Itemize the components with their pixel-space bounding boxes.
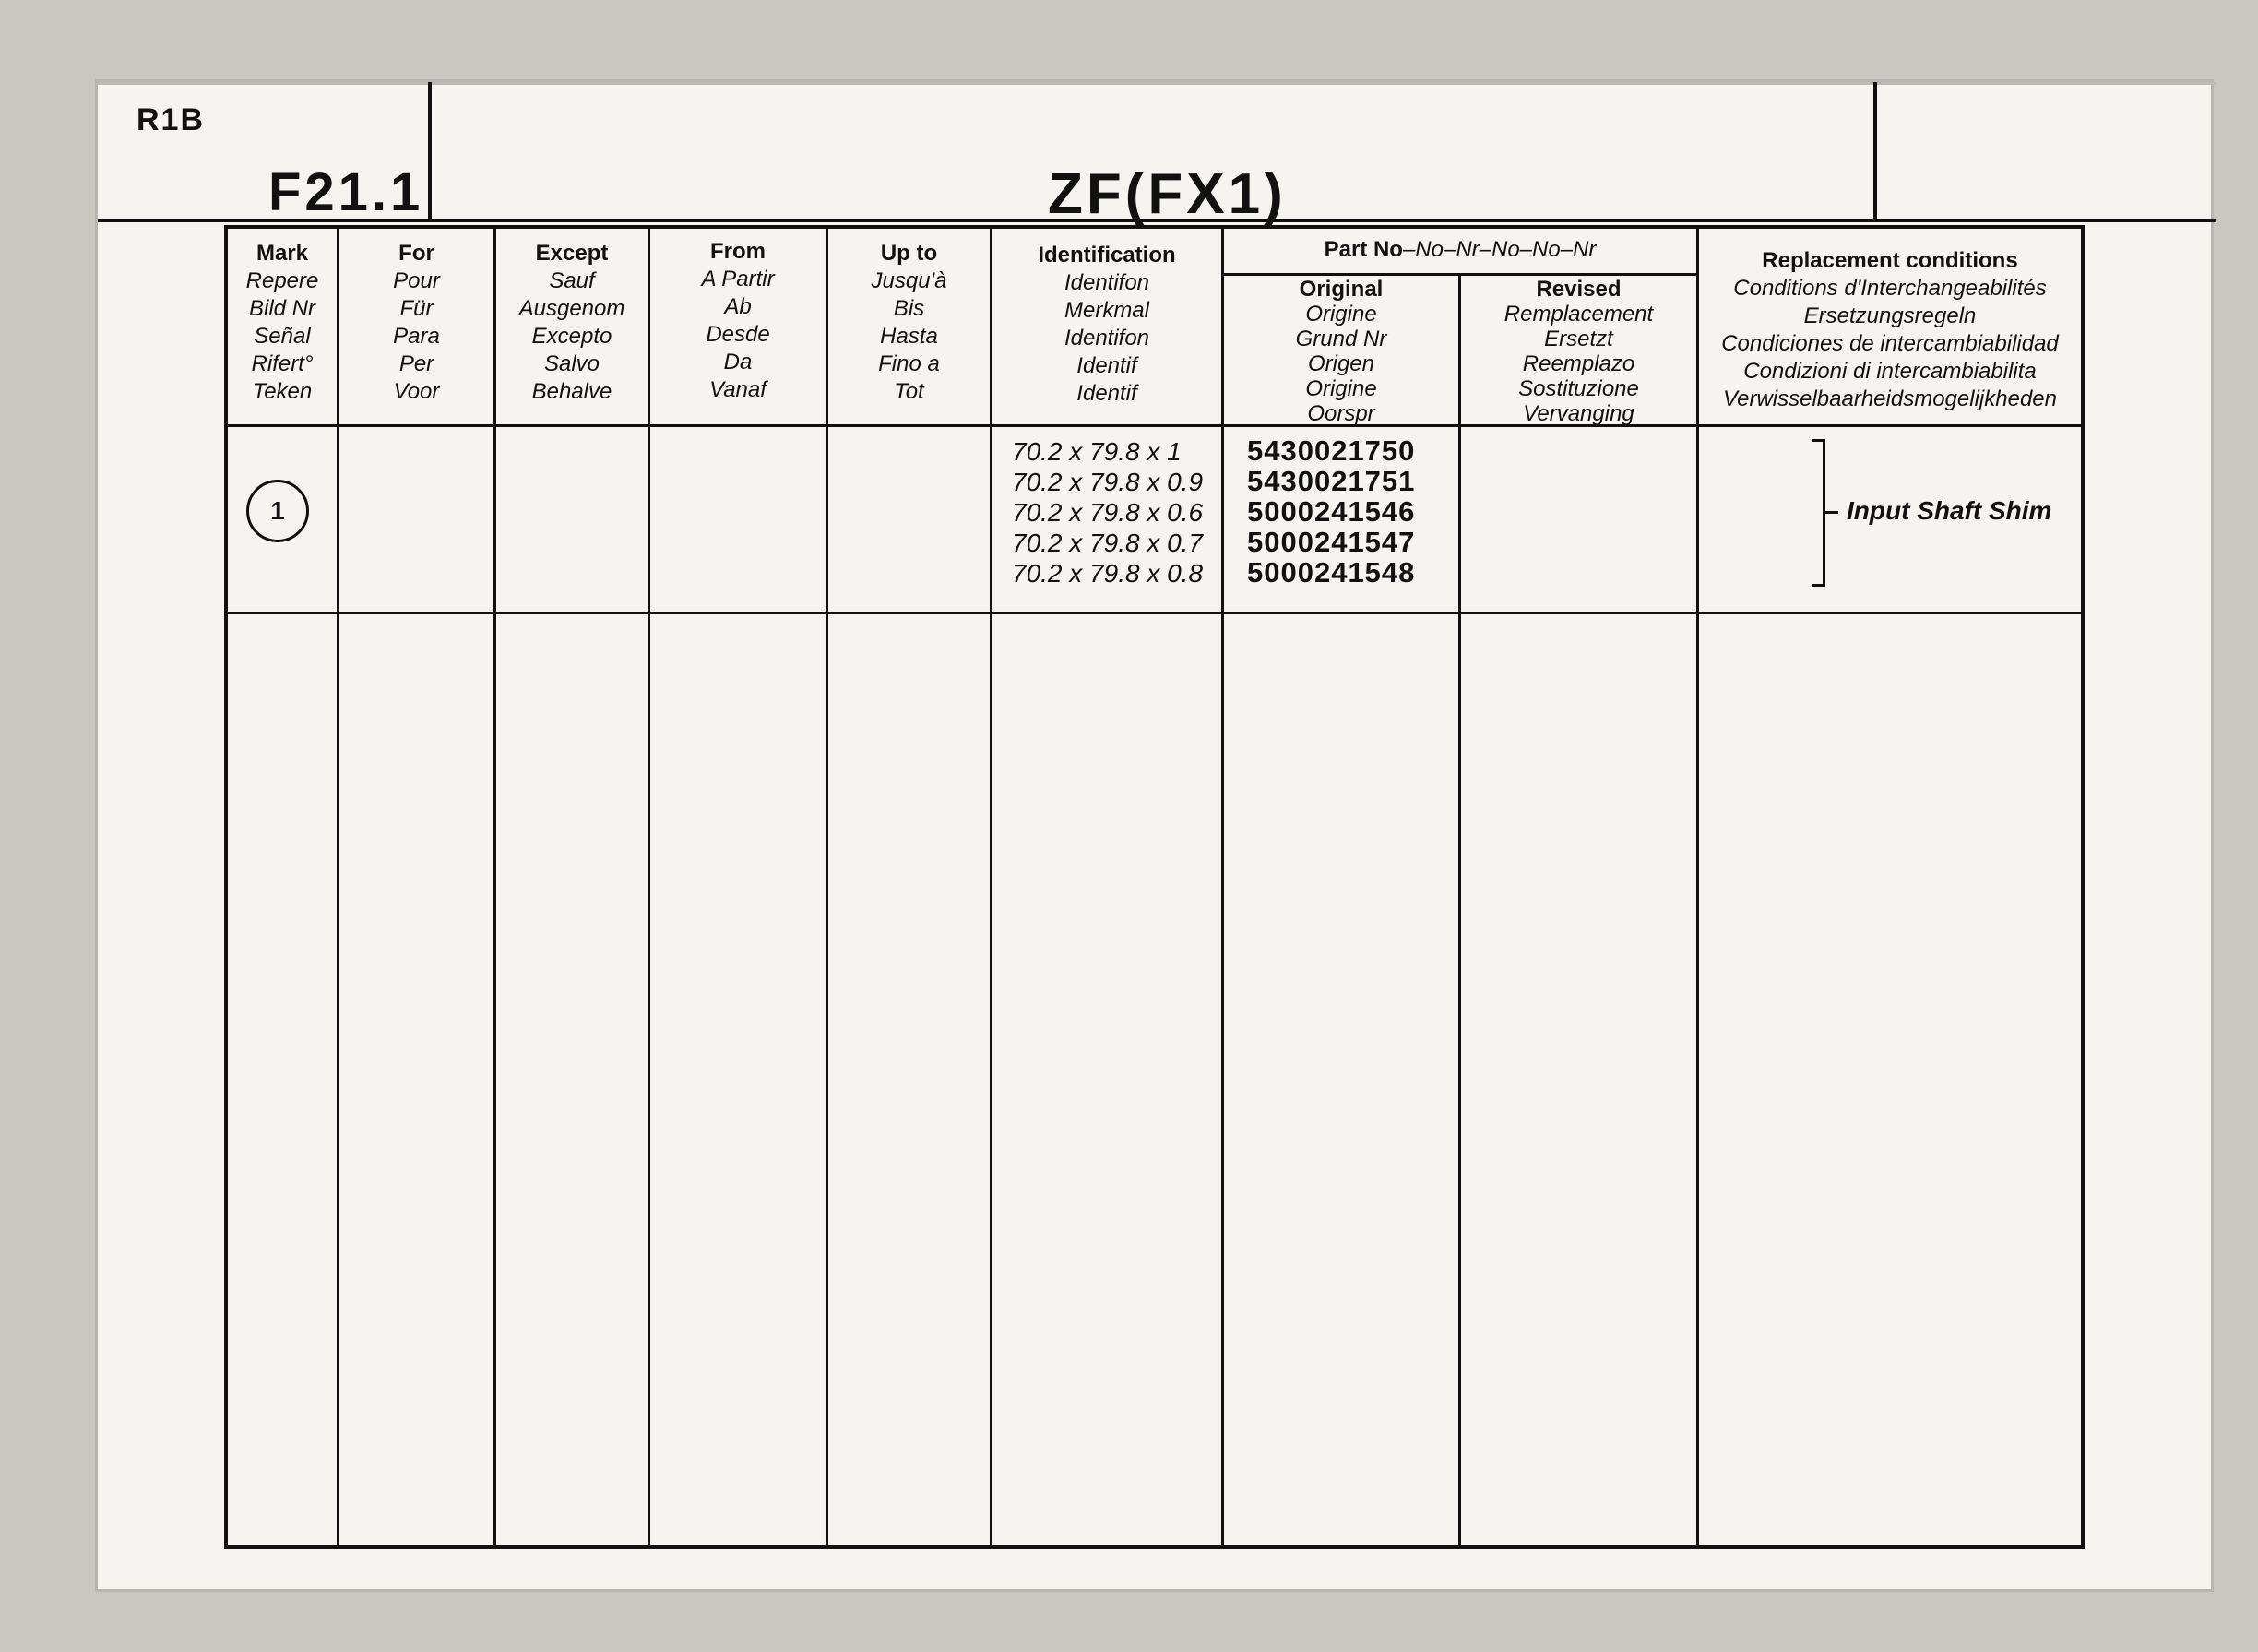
header-from-tr: A Partir (701, 267, 775, 291)
header-except-tr: Salvo (543, 351, 600, 376)
identification-list (1012, 436, 1203, 588)
header-revised (1461, 277, 1696, 426)
header-except-tr: Behalve (531, 379, 612, 404)
header-mark-title: Mark (256, 241, 309, 266)
header-upto (828, 240, 990, 406)
header-replacement-tr: Ersetzungsregeln (1803, 303, 1977, 328)
part-number: 5430021750 (1247, 434, 1416, 467)
identification-item: 70.2 x 79.8 x 1 (1012, 437, 1182, 466)
data-row-line (228, 612, 2081, 614)
header-upto-tr: Jusqu'à (871, 268, 947, 293)
part-number: 5430021751 (1247, 465, 1416, 497)
header-identification (992, 242, 1221, 408)
page-title: ZF(FX1) (1048, 162, 1287, 226)
header-replacement-tr: Conditions d'Interchangeabilités (1733, 276, 2047, 301)
header-for-tr: Für (399, 296, 434, 321)
header-revised-tr: Remplacement (1503, 302, 1654, 327)
header-for (339, 240, 493, 406)
identification-item: 70.2 x 79.8 x 0.8 (1012, 559, 1204, 588)
header-replacement-tr: Verwisselbaarheidsmogelijkheden (1723, 386, 2057, 411)
header-identification-tr: Merkmal (1064, 298, 1149, 323)
header-revised-tr: Vervanging (1523, 401, 1634, 426)
header-revised-tr: Ersetzt (1544, 327, 1613, 351)
header-revised-tr: Sostituzione (1518, 376, 1639, 401)
header-replacement-tr: Condiciones de intercambiabilidad (1721, 331, 2059, 356)
header-from-title: From (710, 239, 766, 264)
part-number: 5000241547 (1247, 526, 1416, 558)
header-from-tr: Ab (724, 294, 752, 319)
header-upto-tr: Tot (894, 379, 924, 404)
header-row-line (228, 424, 2081, 427)
header-revised-tr: Reemplazo (1522, 351, 1635, 376)
header-replacement-title: Replacement conditions (1762, 248, 2018, 273)
bracket-glyph (1812, 439, 1825, 587)
header-mark (228, 240, 337, 406)
header-original-tr: Oorspr (1307, 401, 1375, 426)
header-divider-left (428, 82, 432, 219)
identification-item: 70.2 x 79.8 x 0.9 (1012, 468, 1204, 496)
header-identification-title: Identification (1038, 243, 1176, 267)
header-identification-tr: Identif (1076, 353, 1137, 378)
header-replacement-tr: Condizioni di intercambiabilita (1743, 359, 2037, 384)
header-except-tr: Sauf (549, 268, 595, 293)
header-except (496, 240, 648, 406)
header-original-tr: Origine (1305, 376, 1377, 401)
header-for-title: For (398, 241, 434, 266)
bracket-tick (1825, 511, 1838, 514)
header-part-no-title: Part No (1324, 237, 1403, 262)
part-number: 5000241548 (1247, 556, 1416, 588)
header-from-tr: Da (723, 350, 753, 374)
header-replacement (1699, 247, 2081, 413)
header-mark-tr: Repere (245, 268, 319, 293)
parts-card (95, 79, 2214, 1592)
header-identification-tr: Identifon (1064, 326, 1150, 351)
identification-item: 70.2 x 79.8 x 0.7 (1012, 529, 1204, 557)
header-except-title: Except (535, 241, 609, 266)
header-divider-right (1873, 82, 1877, 219)
header-mark-tr: Teken (252, 379, 313, 404)
part-number: 5000241546 (1247, 495, 1416, 528)
part-number-list (1247, 435, 1415, 588)
header-except-tr: Excepto (531, 324, 612, 349)
header-original-tr: Origine (1305, 302, 1377, 327)
header-for-tr: Para (393, 324, 440, 349)
header-mark-tr: Rifert° (251, 351, 314, 376)
replacement-description: Input Shaft Shim (1847, 496, 2052, 525)
header-part-no-suffix: –No–Nr–No–No–Nr (1402, 237, 1597, 262)
header-original (1224, 277, 1458, 426)
header-except-tr: Ausgenom (518, 296, 625, 321)
header-revised-title: Revised (1536, 277, 1622, 302)
figure-code: F21.1 (268, 162, 424, 222)
header-upto-title: Up to (880, 241, 938, 266)
header-part-no (1224, 236, 1696, 264)
header-original-title: Original (1299, 277, 1384, 302)
part-no-subheader-line (1221, 273, 1696, 276)
header-original-tr: Grund Nr (1295, 327, 1387, 351)
header-upto-tr: Hasta (880, 324, 938, 349)
header-for-tr: Pour (393, 268, 440, 293)
col-divider (1458, 273, 1461, 1549)
parts-table (224, 225, 2085, 1549)
header-identification-tr: Identifon (1064, 270, 1150, 295)
header-from-tr: Desde (706, 322, 770, 347)
header-mark-tr: Señal (254, 324, 311, 349)
header-for-tr: Per (398, 351, 434, 376)
mark-number: 1 (246, 480, 309, 542)
section-code: R1B (137, 102, 206, 137)
header-mark-tr: Bild Nr (248, 296, 315, 321)
header-original-tr: Origen (1307, 351, 1375, 376)
header-for-tr: Voor (393, 379, 440, 404)
header-top-line (98, 82, 2216, 85)
header-upto-tr: Fino a (878, 351, 940, 376)
header-from-tr: Vanaf (709, 377, 767, 402)
header-identification-tr: Identif (1076, 381, 1137, 406)
identification-item: 70.2 x 79.8 x 0.6 (1012, 498, 1204, 527)
header-from (650, 238, 826, 404)
header-upto-tr: Bis (893, 296, 925, 321)
